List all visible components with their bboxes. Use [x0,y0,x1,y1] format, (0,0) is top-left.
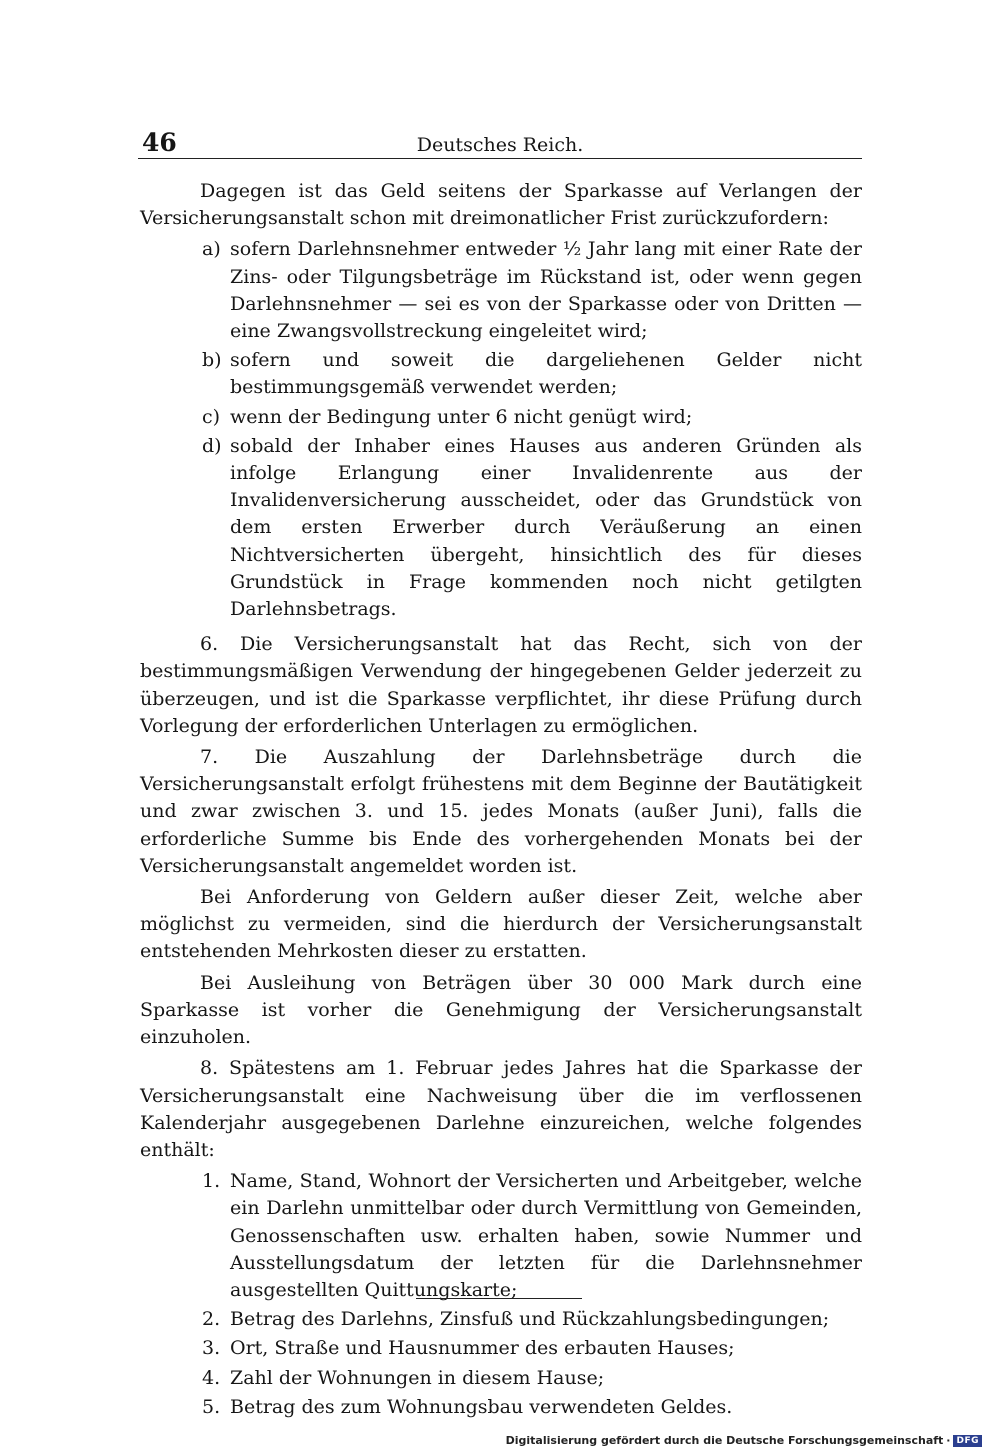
condition-text: sobald der Inhaber eines Hauses aus anderen Gründen als infolge Erlangung einer Invalidenrente aus der Invalidenversicherung ausscheidet, oder das Grundstück von dem ersten Erwerber durch Veräußerung an einen Nichtversicherten übergeht, hinsichtlich des für dieses Grundstück in Frage kommenden noch nicht getilgten Darlehnsbetrags. [230,434,862,621]
paragraph-8: 8. Spätestens am 1. Februar jedes Jahres hat die Sparkasse der Versicherungsanstalt eine Nachweisung über die im verflossenen Kalenderjahr ausgegebenen Darlehne einzureichen, welche folgendes enthält: [140,1057,862,1161]
paragraph-6: 6. Die Versicherungsanstalt hat das Recht, sich von der bestimmungsmäßigen Verwendung der hingegebenen Gelder jederzeit zu überzeugen, und ist die Sparkasse verpflichtet, ihr diese Prüfung durch Vorlegung der erforderlichen Unterlagen zu ermöglichen. [140,633,862,737]
condition-text: wenn der Bedingung unter 6 nicht genügt wird; [230,405,693,428]
condition-text: sofern Darlehnsnehmer entweder ½ Jahr lang mit einer Rate der Zins- oder Tilgungsbeträge im Rückstand ist, oder wenn gegen Darlehnsnehmer — sei es von der Sparkasse oder von Dritten — eine Zwangsvollstreckung eingeleitet wird; [230,238,862,343]
paragraph-7-approval: Bei Ausleihung von Beträgen über 30 000 Mark durch eine Sparkasse ist vorher die Genehmigung der Versicherungsanstalt einzuholen. [140,971,862,1049]
list-marker: 2. [202,1308,221,1331]
list-text: Ort, Straße und Hausnummer des erbauten Hauses; [230,1337,735,1360]
condition-item-a [140,236,862,345]
list-marker: 1. [202,1170,221,1193]
condition-marker: a) [202,238,221,261]
list-item-3 [140,1335,862,1362]
condition-item-c [140,404,862,431]
paragraph-7-supplement: Bei Anforderung von Geldern außer dieser Zeit, welche aber möglichst zu vermeiden, sind die hierdurch der Versicherungsanstalt entstehenden Mehrkosten dieser zu erstatten. [140,886,862,963]
condition-marker: d) [202,434,222,457]
footer-separator: · [946,1434,951,1447]
body-text [140,178,862,1423]
condition-item-d [140,433,862,623]
list-text: Betrag des zum Wohnungsbau verwendeten Geldes. [230,1395,733,1418]
list-item-4 [140,1365,862,1392]
list-item-2 [140,1306,862,1333]
list-item-1 [140,1168,862,1304]
closing-rule [416,1298,582,1299]
dfg-logo-icon: DFG [953,1435,982,1447]
paragraph-7: 7. Die Auszahlung der Darlehnsbeträge durch die Versicherungsanstalt erfolgt frühestens mit dem Beginne der Bautätigkeit und zwar zwischen 3. und 15. jedes Monats (außer Juni), falls die erforderliche Summe bis Ende des vorhergehenden Monats bei der Versicherungsanstalt angemeldet worden ist. [140,746,862,877]
running-title: Deutsches Reich. [416,134,584,156]
list-text: Betrag des Darlehns, Zinsfuß und Rückzahlungsbedingungen; [230,1308,830,1331]
list-marker: 3. [202,1337,221,1360]
list-text: Name, Stand, Wohnort der Versicherten und Arbeitgeber, welche ein Darlehn unmittelbar oder durch Vermittlung von Gemeinden, Genossenschaften usw. erhalten haben, sowie Nummer und Ausstellungsdatum der letzten für die Darlehnsnehmer ausgestellten Quittungskarte; [230,1170,862,1301]
digitization-footer [506,1434,982,1447]
list-item-5 [140,1394,862,1421]
footer-text: Digitalisierung gefördert durch die Deutsche Forschungsgemeinschaft [505,1434,944,1447]
paragraph-intro: Dagegen ist das Geld seitens der Sparkasse auf Verlangen der Versicherungsanstalt schon mit dreimonatlicher Frist zurückzufordern: [140,180,862,230]
page-header [138,128,862,159]
condition-marker: c) [202,405,221,428]
list-text: Zahl der Wohnungen in diesem Hause; [230,1366,605,1389]
condition-marker: b) [202,349,222,372]
list-marker: 4. [202,1366,221,1389]
condition-text: sofern und soweit die dargeliehenen Gelder nicht bestimmungsgemäß verwendet werden; [230,349,862,399]
condition-item-b [140,347,862,401]
list-marker: 5. [202,1395,221,1418]
page-number: 46 [142,128,177,157]
